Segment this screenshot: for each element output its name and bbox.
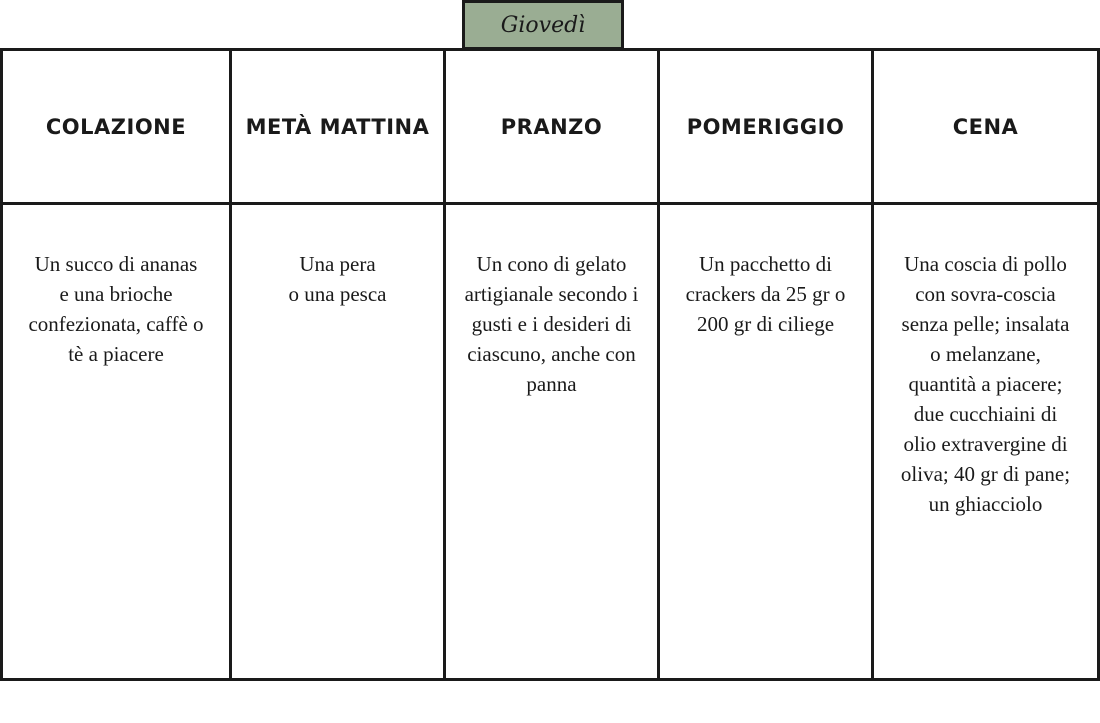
meal-plan-table xyxy=(0,48,1100,681)
meal-colazione: Un succo di ananas e una brioche confezionata, caffè o tè a piacere xyxy=(3,205,232,678)
header-pranzo: PRANZO xyxy=(446,51,660,205)
header-cena: CENA xyxy=(874,51,1097,205)
meal-pranzo: Un cono di gelato artigianale secondo i gusti e i desideri di ciascuno, anche con panna xyxy=(446,205,660,678)
header-meta-mattina: METÀ MATTINA xyxy=(232,51,446,205)
meal-cena: Una coscia di pollo con sovra-coscia senza pelle; insalata o melanzane, quantità a piacere; due cucchiaini di olio extravergine di oliva; 40 gr di pane; un ghiacciolo xyxy=(900,252,1071,516)
day-label: Giovedì xyxy=(462,0,624,50)
meal-meta-mattina: Una pera o una pesca xyxy=(232,205,446,678)
header-pomeriggio: POMERIGGIO xyxy=(660,51,874,205)
header-colazione: COLAZIONE xyxy=(3,51,232,205)
meal-pomeriggio: Un pacchetto di crackers da 25 gr o 200 gr di ciliege xyxy=(660,205,874,678)
